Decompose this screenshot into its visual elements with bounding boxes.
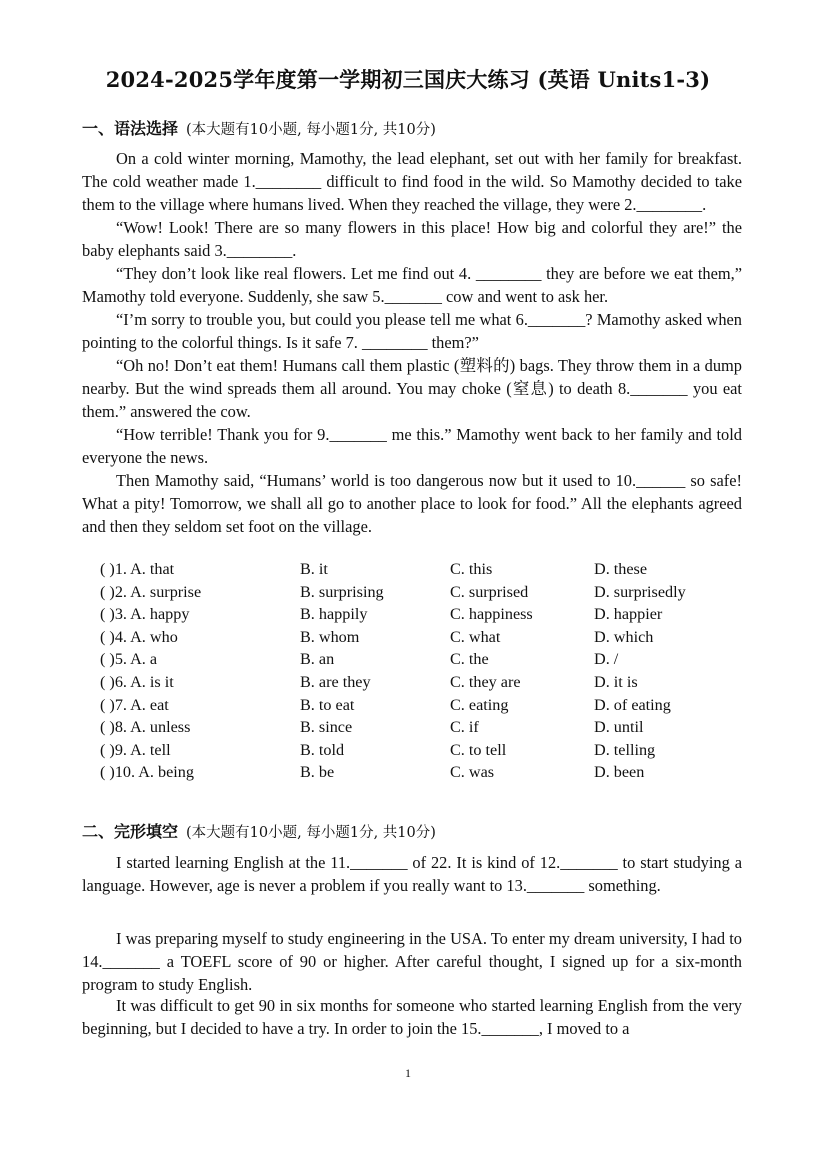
option-d: D. been	[594, 763, 645, 782]
passage-paragraph: It was difficult to get 90 in six months for someone who started learning English from the very beginning, but I decided to have a try. In order to join the 15._______, I moved to a	[82, 996, 742, 1038]
option-d: D. until	[594, 718, 644, 737]
section2-header	[82, 819, 436, 842]
option-c: C. surprised	[450, 582, 529, 601]
option-a: ( )1. A. that	[100, 560, 175, 578]
question-row	[100, 763, 740, 786]
option-d: D. /	[594, 650, 619, 669]
option-c: C. the	[450, 650, 489, 669]
section1-heading: 一、语法选择	[82, 119, 179, 138]
question-row	[100, 718, 740, 741]
question-row	[100, 741, 740, 764]
option-d: D. it is	[594, 672, 638, 691]
page-title: 2024-2025学年度第一学期初三国庆大练习 (英语 Units1-3)	[105, 67, 711, 92]
section2-passage-3	[82, 994, 742, 1040]
option-b: B. be	[300, 763, 335, 782]
section2-passage-2	[82, 927, 742, 996]
passage-paragraph: “Wow! Look! There are so many flowers in this place! How big and colorful they are!” the baby elephants said 3.________.	[82, 218, 742, 260]
option-b: B. to eat	[300, 695, 355, 714]
section1-note: (本大题有10小题, 每小题1分, 共10分)	[186, 122, 436, 138]
option-d: D. of eating	[594, 695, 671, 714]
question-options-list	[100, 560, 740, 786]
option-d: D. these	[594, 560, 648, 578]
option-a: ( )2. A. surprise	[100, 582, 202, 601]
option-d: D. happier	[594, 605, 663, 624]
option-a: ( )10. A. being	[100, 763, 194, 782]
passage-paragraph: Then Mamothy said, “Humans’ world is too dangerous now but it used to 10.______ so safe! What a pity! Tomorrow, we shall all go to another place to look for food.” All the elephants agreed and then they seldom set foot on the village.	[82, 471, 742, 536]
option-c: C. eating	[450, 695, 509, 714]
option-c: C. this	[450, 560, 493, 578]
option-c: C. what	[450, 627, 501, 646]
option-b: B. are they	[300, 672, 371, 691]
option-d: D. which	[594, 627, 654, 646]
option-b: B. told	[300, 740, 345, 759]
section1-passage	[82, 147, 742, 538]
option-c: C. to tell	[450, 740, 507, 759]
question-row	[100, 605, 740, 628]
option-a: ( )3. A. happy	[100, 605, 190, 624]
option-b: B. surprising	[300, 582, 384, 601]
option-b: B. whom	[300, 627, 360, 646]
option-c: C. they are	[450, 672, 521, 691]
option-a: ( )5. A. a	[100, 650, 158, 669]
section2-passage-1	[82, 851, 742, 897]
option-d: D. surprisedly	[594, 582, 686, 601]
section1-header	[82, 116, 436, 139]
option-a: ( )7. A. eat	[100, 695, 169, 714]
passage-paragraph: On a cold winter morning, Mamothy, the lead elephant, set out with her family for breakfast. The cold weather made 1.________ difficult to find food in the wild. So Mamothy decided to take them to the village where humans lived. When they reached the village, they were 2.________.	[82, 149, 742, 214]
question-row	[100, 650, 740, 673]
question-row	[100, 560, 740, 583]
question-row	[100, 628, 740, 651]
passage-paragraph: “I’m sorry to trouble you, but could you please tell me what 6._______? Mamothy asked when pointing to the colorful things. Is it safe 7. ________ them?”	[82, 310, 742, 352]
passage-paragraph: I was preparing myself to study engineering in the USA. To enter my dream university, I had to 14._______ a TOEFL score of 90 or higher. After careful thought, I signed up for a six-month program to study English.	[82, 929, 742, 994]
passage-paragraph: “They don’t look like real flowers. Let me find out 4. ________ they are before we eat them,” Mamothy told everyone. Suddenly, she saw 5._______ cow and went to ask her.	[82, 264, 742, 306]
option-a: ( )8. A. unless	[100, 718, 191, 737]
option-b: B. it	[300, 560, 328, 578]
option-c: C. if	[450, 718, 479, 737]
option-b: B. an	[300, 650, 335, 669]
section2-heading: 二、完形填空	[82, 822, 179, 841]
question-row	[100, 583, 740, 606]
section2-note: (本大题有10小题, 每小题1分, 共10分)	[186, 825, 436, 841]
question-row	[100, 696, 740, 719]
option-b: B. since	[300, 718, 353, 737]
option-d: D. telling	[594, 740, 656, 759]
option-b: B. happily	[300, 605, 368, 624]
option-a: ( )9. A. tell	[100, 740, 171, 759]
option-a: ( )6. A. is it	[100, 672, 174, 691]
option-c: C. was	[450, 763, 495, 782]
question-row	[100, 673, 740, 696]
option-c: C. happiness	[450, 605, 533, 624]
passage-paragraph: “How terrible! Thank you for 9._______ me this.” Mamothy went back to her family and told everyone the news.	[82, 425, 742, 467]
passage-paragraph: “Oh no! Don’t eat them! Humans call them plastic (塑料的) bags. They throw them in a dump nearby. But the wind spreads them all around. You may choke (窒息) to death 8._______ you eat them.” answered the cow.	[82, 356, 742, 421]
page-number: 1	[405, 1066, 411, 1080]
passage-paragraph: I started learning English at the 11._______ of 22. It is kind of 12._______ to start studying a language. However, age is never a problem if you really want to 13._______ something.	[82, 853, 742, 895]
option-a: ( )4. A. who	[100, 627, 178, 646]
